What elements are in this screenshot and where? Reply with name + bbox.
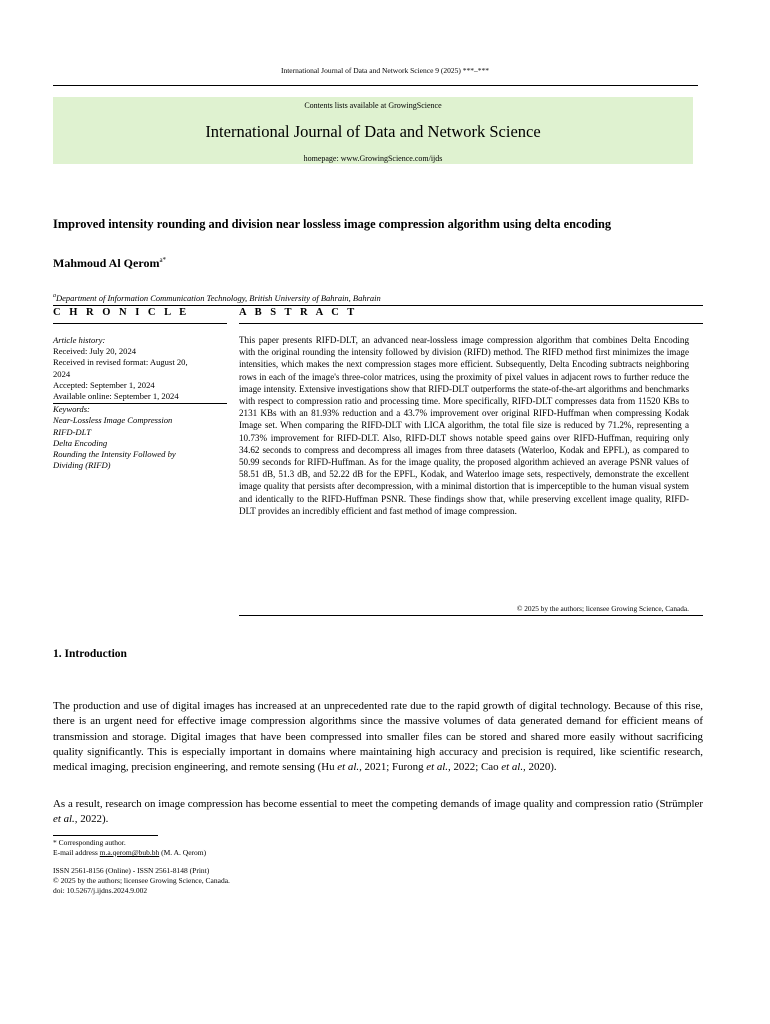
article-chronicle	[53, 335, 203, 471]
authors	[53, 256, 166, 271]
revised-date: Received in revised format: August 20, 2024	[53, 357, 188, 379]
info-rule-top	[53, 305, 703, 306]
chronicle-heading: C H R O N I C L E	[53, 307, 190, 318]
journal-title: International Journal of Data and Network Science	[205, 122, 541, 141]
doi[interactable]: doi: 10.5267/j.ijdns.2024.9.002	[53, 886, 148, 895]
corresponding-author-footnote	[53, 838, 206, 858]
affiliation	[53, 293, 381, 303]
chronicle-rule	[53, 323, 227, 324]
et-al: et al.,	[53, 813, 78, 826]
header-rule	[53, 85, 698, 86]
received-date: Received: July 20, 2024	[53, 346, 137, 357]
affiliation-text: Department of Information Communication Technology, British University of Bahrain, Bahrain	[56, 293, 381, 303]
keyword: Delta Encoding	[53, 437, 108, 448]
author-name: Mahmoud Al Qerom	[53, 256, 160, 270]
text-run: 2022).	[77, 813, 109, 826]
keyword: RIFD-DLT	[53, 426, 92, 437]
keywords-label: Keywords:	[53, 404, 90, 415]
text-run: 2021; Furong	[361, 761, 427, 774]
history-label: Article history:	[53, 335, 106, 345]
intro-paragraph-2	[53, 797, 703, 828]
abstract-copyright: © 2025 by the authors; licensee Growing Science, Canada.	[516, 604, 689, 613]
abstract-heading: A B S T R A C T	[239, 307, 358, 318]
text-run: The production and use of digital images has increased at an unprecedented rate due to the rapid growth of digital technology. Because of this rise, there is an urgent need for effective image compression algorithms since the massive volumes of data generated demand for efficient means of transmission and storage. Digital images that have been compressed into smaller files can be stored and shared more easily without sacrificing quality significantly. This is especially important in domains where maintaining high accuracy and precision is required, like scientific research, medical imaging, precision engineering, and remote sensing (Hu	[53, 700, 703, 774]
email-label: E-mail address	[53, 848, 100, 857]
et-al: et al.,	[426, 761, 451, 774]
email-owner: (M. A. Qerom)	[159, 848, 207, 857]
intro-paragraph-1	[53, 699, 703, 775]
text-run: 2020).	[525, 761, 557, 774]
affiliation-superscript: a	[53, 293, 56, 300]
email-link[interactable]: m.a.qerom@bub.bh	[99, 848, 160, 857]
license: © 2025 by the authors; licensee Growing Science, Canada.	[53, 876, 230, 885]
email-line	[53, 848, 206, 858]
section-heading-introduction: 1. Introduction	[53, 648, 127, 660]
publication-info	[53, 866, 230, 896]
et-al: et al.,	[501, 761, 526, 774]
accepted-date: Accepted: September 1, 2024	[53, 379, 155, 390]
keyword: Near-Lossless Image Compression	[53, 415, 173, 426]
online-date: Available online: September 1, 2024	[53, 391, 179, 402]
abstract-rule	[239, 323, 703, 324]
et-al: et al.,	[337, 761, 362, 774]
journal-homepage[interactable]: homepage: www.GrowingScience.com/ijds	[303, 154, 443, 163]
text-run: As a result, research on image compression has become essential to meet the competing demands of image quality and compression ratio (Strümpler	[53, 798, 703, 810]
corresponding-label: * Corresponding author.	[53, 838, 126, 847]
footnote-rule	[53, 835, 158, 836]
abstract-body: This paper presents RIFD-DLT, an advanced near-lossless image compression algorithm that combines Delta Encoding with the original rounding the intensity followed by division (RIFD) method. The RIFD method first minimizes the image intensities, which makes the next compression stages more efficient. Subsequently, Delta Encoding subtracts neighboring rows in each of the image's three-color matrices, using the proximity of pixel values in adjacent rows to further reduce the image intensity. Extensive investigations show that RIFD-DLT outperforms the state-of-the-art algorithms and benchmarks with respect to compression ratio and processing time. More specifically, RIFD-DLT compresses data from 11520 KBs to 2131 KBs with an 81.93% reduction and a 43.7% improvement over original RIFD-Huffman when compressing Kodak Image set. When comparing the RIFD-DLT with LICA algorithm, the total file size is reduced by 71.2%, representing a 10.73% improvement for RIFD-DLT. Also, RIFD-DLT shows notable speed gains over RIFD-Huffman, requiring only 34.62 seconds to compress and decompress all images from three datasets (Waterloo, Kodak and EPFL), as compared to 50.99 seconds for RIFD-Huffman. As for the image quality, the proposed algorithm achieved an average PSNR values of 58.51 dB, 51.3 dB, and 52.22 dB for the EPFL, Kodak, and Waterloo image sets, respectively, demonstrate the excellent image quality that persists after decompression, with a minimal distortion that is imperceptible to the human visual system and identically to the RIFD-Huffman PSNR. These findings show that, while preserving excellent image quality, RIFD-DLT provides an incredibly efficient and fast method of image compression.	[239, 335, 689, 516]
keyword: Rounding the Intensity Followed by Dividing (RIFD)	[53, 449, 176, 471]
contents-available: Contents lists available at GrowingScience	[304, 101, 442, 110]
paper-title: Improved intensity rounding and division near lossless image compression algorithm using delta encoding	[53, 217, 612, 231]
issn: ISSN 2561-8156 (Online) - ISSN 2561-8148 (Print)	[53, 866, 210, 875]
abstract-bottom-rule	[239, 615, 703, 616]
journal-citation-line: International Journal of Data and Network Science 9 (2025) ***–***	[280, 66, 490, 75]
text-run: 2022; Cao	[450, 761, 502, 774]
author-superscript: a*	[159, 256, 167, 264]
